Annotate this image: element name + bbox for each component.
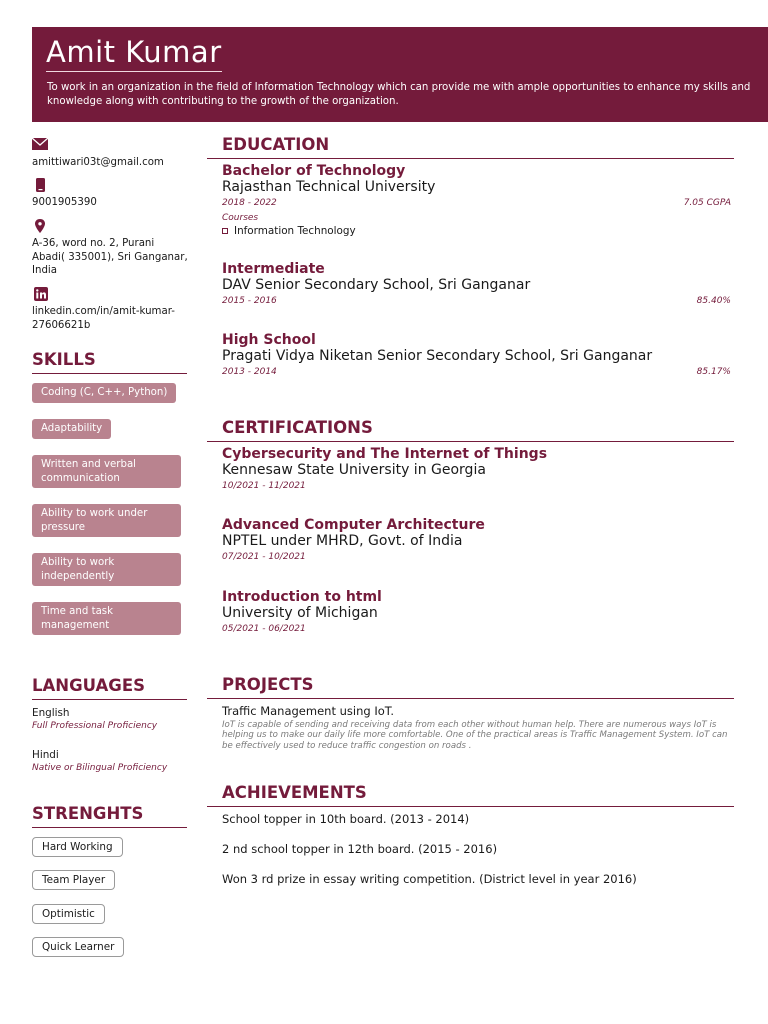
education-dates: 2013 - 2014 (222, 367, 277, 377)
language-item (32, 707, 192, 731)
education-meta (222, 296, 733, 310)
square-bullet-icon (222, 228, 228, 234)
education-score: 85.17% (696, 367, 731, 377)
institution-name: Rajasthan Technical University (222, 179, 436, 195)
certification-entry (222, 446, 733, 495)
project-entry (222, 704, 734, 751)
certification-entry (222, 589, 733, 638)
skill-tag: Written and verbal communication (32, 455, 181, 488)
achievement-item: School topper in 10th board. (2013 - 2014) (222, 812, 470, 826)
language-level: Full Professional Proficiency (32, 721, 158, 731)
achievements-heading: ACHIEVEMENTS (207, 783, 734, 807)
certification-issuer: Kennesaw State University in Georgia (222, 462, 486, 478)
education-dates: 2018 - 2022 (222, 198, 277, 208)
language-item (32, 749, 192, 773)
education-entry (222, 332, 733, 381)
certification-issuer: NPTEL under MHRD, Govt. of India (222, 533, 463, 549)
location-pin-icon (32, 219, 48, 233)
projects-heading: PROJECTS (207, 675, 734, 699)
skills-heading: SKILLS (32, 350, 187, 374)
certification-meta (222, 552, 733, 566)
phone-text: 9001905390 (32, 197, 97, 208)
certifications-heading: CERTIFICATIONS (207, 418, 734, 442)
degree-title: High School (222, 332, 316, 348)
education-meta (222, 367, 733, 381)
certification-dates: 07/2021 - 10/2021 (222, 552, 306, 562)
email-text: amittiwari03t@gmail.com (32, 157, 164, 168)
degree-title: Intermediate (222, 261, 325, 277)
certification-dates: 10/2021 - 11/2021 (222, 481, 306, 491)
education-heading: EDUCATION (207, 135, 734, 159)
certification-meta (222, 624, 733, 638)
achievement-item: 2 nd school topper in 12th board. (2015 - 2016) (222, 842, 498, 856)
education-score: 85.40% (696, 296, 731, 306)
contact-address (32, 219, 192, 278)
education-entry (222, 261, 733, 310)
resume-header (32, 27, 768, 122)
certification-name: Introduction to html (222, 589, 382, 605)
course-name: Information Technology (234, 225, 356, 237)
address-text: A-36, word no. 2, Purani Abadi( 335001), Sri Ganganar, India (32, 238, 188, 276)
institution-name: DAV Senior Secondary School, Sri Ganganar (222, 277, 531, 293)
career-objective: To work in an organization in the field of Information Technology which can provide me with ample opportunities to enhance my skills and knowledge along with contributing to the growth of the organization. (47, 82, 751, 107)
education-meta (222, 198, 733, 212)
certification-entry (222, 517, 733, 566)
project-description: IoT is capable of sending and receiving data from each other without human help. There are numerous ways IoT is helping us to make our daily life more comfortable. One of the practical areas is Traffic Management System. IoT can be effectively used to reduce traffic congestion on roads . (222, 720, 728, 751)
education-entry (222, 163, 733, 237)
courses-label: Courses (222, 213, 259, 223)
certification-dates: 05/2021 - 06/2021 (222, 624, 306, 634)
skill-tag: Adaptability (32, 419, 111, 439)
language-name: English (32, 707, 70, 719)
language-name: Hindi (32, 749, 59, 761)
course-item (222, 225, 733, 237)
project-title: Traffic Management using IoT. (222, 704, 395, 718)
languages-heading: LANGUAGES (32, 676, 187, 700)
candidate-name: Amit Kumar (46, 35, 222, 69)
skill-tag: Ability to work under pressure (32, 504, 181, 537)
certification-meta (222, 481, 733, 495)
linkedin-text[interactable]: linkedin.com/in/amit-kumar-27606621b (32, 306, 175, 331)
language-level: Native or Bilingual Proficiency (32, 763, 168, 773)
strength-tag: Optimistic (32, 904, 105, 924)
education-score: 7.05 CGPA (683, 198, 731, 208)
contact-linkedin (32, 287, 192, 332)
linkedin-icon (32, 287, 48, 301)
certification-issuer: University of Michigan (222, 605, 378, 621)
strength-tag: Hard Working (32, 837, 123, 857)
envelope-icon (32, 138, 48, 152)
name-underline (46, 71, 222, 72)
skill-tag: Coding (C, C++, Python) (32, 383, 176, 403)
degree-title: Bachelor of Technology (222, 163, 406, 179)
contact-email (32, 138, 192, 170)
achievement-item: Won 3 rd prize in essay writing competition. (District level in year 2016) (222, 872, 637, 886)
strength-tag: Team Player (32, 870, 115, 890)
education-dates: 2015 - 2016 (222, 296, 277, 306)
phone-icon (32, 178, 48, 192)
skill-tag: Time and task management (32, 602, 181, 635)
certification-name: Advanced Computer Architecture (222, 517, 485, 533)
institution-name: Pragati Vidya Niketan Senior Secondary School, Sri Ganganar (222, 348, 653, 364)
skill-tag: Ability to work independently (32, 553, 181, 586)
strengths-heading: STRENGHTS (32, 804, 187, 828)
strength-tag: Quick Learner (32, 937, 124, 957)
contact-phone (32, 178, 192, 210)
certification-name: Cybersecurity and The Internet of Things (222, 446, 548, 462)
